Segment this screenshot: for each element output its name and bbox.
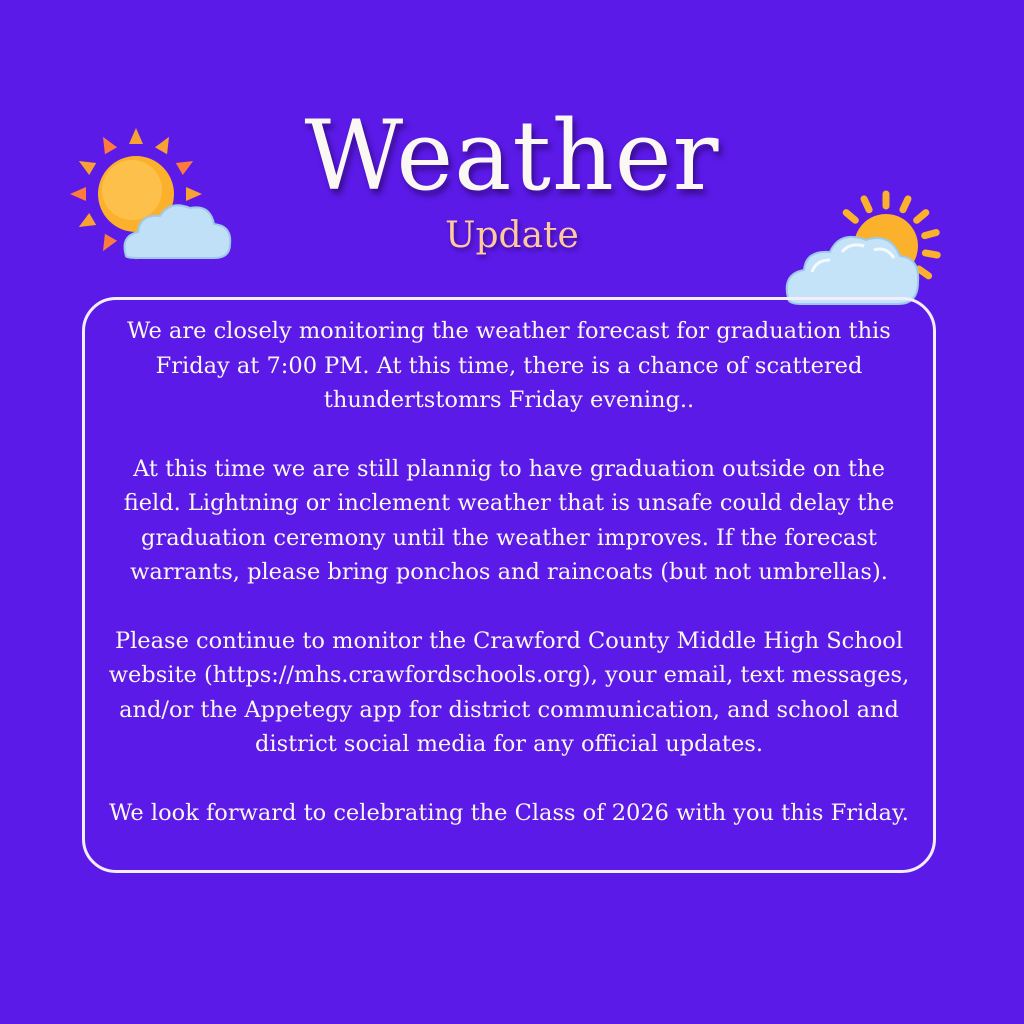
message-paragraph: We look forward to celebrating the Class of 2026 with you this Friday. bbox=[109, 799, 909, 826]
message-paragraph: Please continue to monitor the Crawford County Middle High School website (https://mhs.crawfordschools.org), your email, text messages, and/or the Appetegy app for district communication, and school and district social media for any official updates. bbox=[108, 627, 910, 757]
message-panel bbox=[82, 297, 936, 873]
sun-behind-cloud-icon bbox=[782, 190, 954, 312]
message-paragraph: We are closely monitoring the weather forecast for graduation this Friday at 7:00 PM. At this time, there is a chance of scattered thundertstomrs Friday evening.. bbox=[127, 318, 891, 413]
page-subtitle: Update bbox=[445, 215, 579, 256]
page-title: Weather bbox=[304, 100, 720, 212]
message-paragraph: At this time we are still plannig to have graduation outside on the field. Lightning or inclement weather that is unsafe could delay the graduation ceremony until the weather improves. If the forecast warrants, please bring ponchos and raincoats (but not umbrellas). bbox=[123, 455, 895, 585]
